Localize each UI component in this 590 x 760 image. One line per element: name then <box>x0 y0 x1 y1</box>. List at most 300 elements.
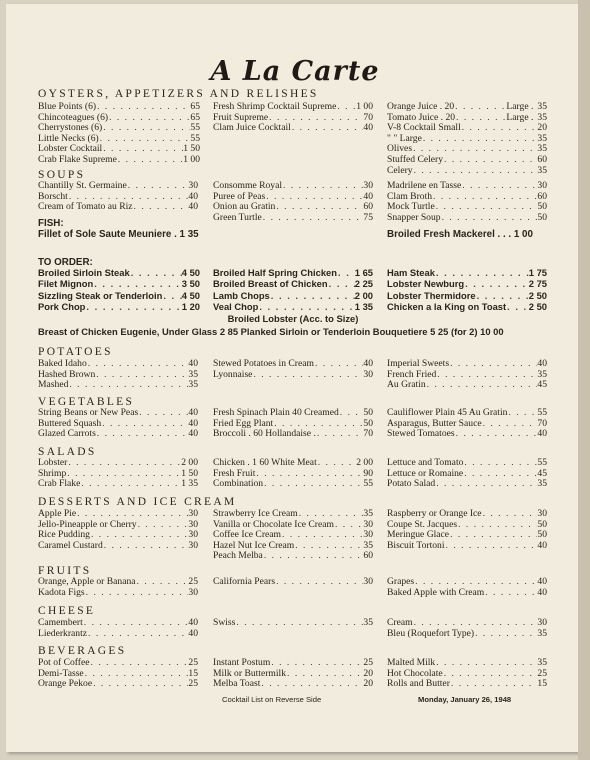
dot-leader <box>435 658 537 669</box>
dot-leader <box>457 520 537 531</box>
menu-item <box>38 102 200 113</box>
dot-leader <box>463 469 537 480</box>
dot-leader <box>506 302 529 313</box>
menu-item-name: Mock Turtle <box>387 201 435 213</box>
cheese-col-1 <box>38 618 198 639</box>
dot-leader <box>85 302 181 313</box>
menu-item-price: 40 <box>363 358 373 369</box>
dot-leader <box>507 408 537 419</box>
menu-item <box>38 202 198 213</box>
menu-item-name: Rice Pudding <box>38 529 90 541</box>
menu-item-name: Potato Salad <box>387 478 436 490</box>
section-heading-beverages: BEVERAGES <box>38 645 127 657</box>
dot-leader <box>127 181 189 192</box>
menu-item-price: 1 20 <box>181 301 200 313</box>
menu-item-name: Veal Chop <box>213 301 259 313</box>
menu-item-price: 2 50 <box>528 289 547 301</box>
menu-item-name: Lobster Cocktail <box>38 143 103 155</box>
menu-item <box>387 302 547 313</box>
menu-item-price: 40 <box>188 428 198 440</box>
menu-item-price: 40 <box>363 122 373 134</box>
dot-leader <box>270 291 355 302</box>
menu-item <box>38 679 198 690</box>
menu-item <box>38 458 198 469</box>
menu-item-name: Raspberry or Orange Ice <box>387 508 482 519</box>
menu-item-price: 30 <box>537 180 547 191</box>
menu-item-price: 35 <box>537 101 547 112</box>
menu-item <box>38 181 198 192</box>
menu-item-name: Ham Steak <box>387 267 435 278</box>
menu-item-name: String Beans or New Peas <box>38 407 139 418</box>
dot-leader <box>162 291 181 302</box>
menu-item-price: 2 75 <box>528 278 547 290</box>
cheese-col-3 <box>387 618 547 639</box>
menu-item-name: Instant Postum <box>213 657 271 668</box>
menu-item <box>387 408 547 419</box>
dot-leader <box>84 669 189 680</box>
dot-leader <box>130 268 182 279</box>
menu-item-name: Celery <box>387 164 413 176</box>
dot-leader <box>103 541 189 552</box>
menu-item-name: Borscht <box>38 190 68 202</box>
menu-item-name: Coupe St. Jacques <box>387 518 458 530</box>
menu-item <box>213 479 373 490</box>
menu-item-price: 40 <box>537 586 547 598</box>
dot-leader <box>263 479 363 490</box>
menu-item-price: 35 <box>537 143 547 155</box>
section-heading-salads: SALADS <box>38 446 97 458</box>
menu-item-name: Fresh Shrimp Cocktail Supreme <box>213 101 337 112</box>
specials-line: Breast of Chicken Eugenie, Under Glass 2 85 Planked Sirloin or Tenderloin Bouquetiere 5 25 (for 2) 10 00 <box>38 326 504 337</box>
dot-leader <box>255 469 363 480</box>
menu-item-name: Broiled Half Spring Chicken <box>213 267 337 278</box>
menu-item-name: Baked Apple with Cream <box>387 586 485 598</box>
menu-item-price: 30 <box>363 180 373 191</box>
menu-item-price: 35 <box>537 368 547 380</box>
menu-item-price: 55 <box>363 478 373 490</box>
menu-item-price: 30 <box>188 539 198 551</box>
section-heading-soups: SOUPS <box>38 169 86 181</box>
menu-item-name: Biscuit Tortoni <box>387 539 445 551</box>
vegetables-col-2 <box>213 408 373 440</box>
menu-item-name: Crab Flake <box>38 478 81 490</box>
menu-item-price: 75 <box>363 211 373 223</box>
dot-leader <box>450 679 538 690</box>
menu-item-name: Lamb Chops <box>213 289 270 301</box>
menu-item-name: Lyonnaise <box>213 368 253 380</box>
to-order-col-2 <box>213 268 373 314</box>
menu-item <box>38 629 198 640</box>
dot-leader <box>337 268 355 279</box>
menu-item-price: 60 <box>363 201 373 213</box>
menu-item-name: Combination <box>213 478 264 490</box>
dot-leader <box>92 679 188 690</box>
menu-item-price: 40 <box>188 627 198 639</box>
menu-item-price: 40 <box>537 539 547 551</box>
dot-leader <box>117 155 183 166</box>
menu-item <box>213 577 373 588</box>
menu-item-price: 35 <box>537 111 547 123</box>
dot-leader <box>83 618 189 629</box>
salads-col-1 <box>38 458 198 490</box>
menu-item-price: 60 <box>537 190 547 202</box>
dot-leader <box>334 520 363 531</box>
menu-item-price: 40 <box>537 358 547 369</box>
menu-item-name: Bleu (Roquefort Type) <box>387 627 475 639</box>
menu-item-name: Consomme Royal <box>213 180 283 191</box>
dot-leader <box>87 629 188 640</box>
dot-leader <box>298 509 364 520</box>
section-heading-oysters: OYSTERS, APPETIZERS AND RELISHES <box>38 88 319 100</box>
menu-item <box>213 102 373 113</box>
dot-leader <box>67 458 181 469</box>
menu-item-name: Asparagus, Butter Sauce <box>387 417 482 429</box>
menu-item <box>38 302 200 313</box>
dot-leader <box>339 408 364 419</box>
dot-leader <box>235 618 363 629</box>
menu-item-name: Cherrystones (6) <box>38 122 103 134</box>
menu-item-price: 35 <box>188 379 198 391</box>
dot-leader <box>68 380 188 391</box>
menu-item-name: Madrilene en Tasse <box>387 180 462 191</box>
menu-item <box>387 380 547 391</box>
menu-item <box>38 429 198 440</box>
menu-item-price: 1 35 <box>181 478 198 490</box>
menu-item-name: Swiss <box>213 617 236 628</box>
menu-item-price: 30 <box>188 508 198 519</box>
dot-leader <box>435 479 537 490</box>
dot-leader <box>137 520 189 531</box>
menu-item-price: 65 <box>190 101 200 112</box>
menu-item <box>213 213 373 224</box>
menu-item-price: 60 <box>363 550 373 562</box>
dot-leader <box>66 469 181 480</box>
menu-item-name: Broccoli . 60 Hollandaise . <box>213 428 316 440</box>
lobster-note: Broiled Lobster (Acc. to Size) <box>227 313 359 324</box>
menu-item-price: 35 <box>363 617 373 628</box>
menu-item-price: 30 <box>188 529 198 541</box>
menu-item-name: Pork Chop <box>38 301 86 313</box>
to-order-col-3 <box>387 268 547 314</box>
potatoes-col-3 <box>387 359 547 391</box>
menu-item-price: 2 00 <box>181 457 198 468</box>
dot-leader <box>445 541 538 552</box>
menu-item-name: Imperial Sweets <box>387 358 450 369</box>
menu-item-price: 50 <box>537 211 547 223</box>
menu-item-name: Shrimp <box>38 467 67 479</box>
fruits-col-2 <box>213 577 373 588</box>
menu-item-price: 30 <box>188 180 198 191</box>
dot-leader <box>414 577 537 588</box>
menu-item-price: 2 00 <box>356 457 373 468</box>
menu-item-price: 45 <box>537 467 547 479</box>
menu-item-price: 2 25 <box>354 278 373 290</box>
menu-item-price: 70 <box>363 111 373 123</box>
menu-item-price: 15 <box>188 667 198 679</box>
menu-item-price: 40 <box>188 190 198 202</box>
menu-item-name: Baked Idaho <box>38 358 87 369</box>
menu-item <box>387 509 547 520</box>
menu-item-price: 1 50 <box>181 467 198 479</box>
menu-item-name: Strawberry Ice Cream <box>213 508 298 519</box>
dot-leader <box>449 530 537 541</box>
dot-leader <box>286 669 363 680</box>
fruits-col-3 <box>387 577 547 598</box>
dot-leader <box>133 202 189 213</box>
menu-item <box>38 479 198 490</box>
dot-leader <box>316 429 364 440</box>
menu-item-price: 50 <box>537 518 547 530</box>
menu-item <box>213 618 373 629</box>
menu-item-price: 3 50 <box>181 278 200 290</box>
dot-leader <box>96 102 190 113</box>
menu-item <box>387 541 547 552</box>
dot-leader <box>317 458 356 469</box>
dot-leader <box>328 279 355 290</box>
menu-item-price: 70 <box>363 428 373 440</box>
menu-item-price: 40 <box>537 576 547 587</box>
menu-item <box>387 102 547 113</box>
desserts-col-3 <box>387 509 547 551</box>
menu-item-price: 30 <box>188 518 198 530</box>
menu-item-price: 35 <box>363 508 373 519</box>
menu-item-name: Olives <box>387 143 413 155</box>
menu-item-name: Chicken a la King on Toast <box>387 301 507 313</box>
menu-item-price: 35 <box>537 627 547 639</box>
menu-item-name: Pot of Coffee <box>38 657 90 668</box>
menu-item-price: 35 <box>537 164 547 176</box>
menu-item <box>38 658 198 669</box>
dot-leader <box>260 679 363 690</box>
menu-item-price: 1 00 <box>183 153 200 165</box>
menu-item-price: 4 50 <box>181 289 200 301</box>
menu-item-price: 35 <box>537 657 547 668</box>
menu-item <box>213 181 373 192</box>
dot-leader <box>436 370 537 381</box>
menu-item <box>213 408 373 419</box>
menu-item-name: Milk or Buttermilk <box>213 667 287 679</box>
dot-leader <box>102 123 190 134</box>
menu-item-size: Large . <box>506 101 534 112</box>
menu-item-name: Broiled Sirloin Steak <box>38 267 130 278</box>
dot-leader <box>413 618 538 629</box>
menu-item <box>213 458 373 469</box>
menu-item <box>387 679 547 690</box>
soups-col-1 <box>38 181 198 213</box>
menu-item-price: 40 <box>188 417 198 429</box>
menu-item-price: 60 <box>537 153 547 165</box>
menu-item-name: Vanilla or Chocolate Ice Cream <box>213 518 334 530</box>
dot-leader <box>90 658 189 669</box>
menu-item-price: 55 <box>190 132 200 144</box>
menu-item-price: 55 <box>537 407 547 418</box>
menu-item-name: Rolls and Butter <box>387 678 450 690</box>
menu-item-price: 25 <box>188 576 198 587</box>
menu-item <box>387 629 547 640</box>
menu-item <box>387 588 547 599</box>
menu-item <box>38 155 200 166</box>
menu-item-price: 35 <box>188 368 198 380</box>
beverages-col-1 <box>38 658 198 690</box>
dot-leader <box>426 380 538 391</box>
menu-item <box>38 509 198 520</box>
menu-item-price: 4 50 <box>181 267 200 278</box>
dot-leader <box>275 202 363 213</box>
menu-item <box>387 155 547 166</box>
menu-item-name: French Fried <box>387 368 437 380</box>
menu-item-name: Stuffed Celery <box>387 153 444 165</box>
menu-item-name: Grapes <box>387 576 415 587</box>
menu-item <box>213 429 373 440</box>
menu-item-price: 50 <box>537 201 547 213</box>
menu-item <box>38 588 198 599</box>
menu-item-name: Kadota Figs <box>38 586 85 598</box>
dot-leader <box>95 370 188 381</box>
menu-item-price: 30 <box>537 508 547 519</box>
beverages-col-2 <box>213 658 373 690</box>
salads-col-3 <box>387 458 547 490</box>
fruits-col-1 <box>38 577 198 598</box>
menu-item-name: Fried Egg Plant <box>213 417 274 429</box>
menu-item-price: 70 <box>537 417 547 429</box>
menu-item-price: 50 <box>537 529 547 541</box>
menu-item-price: 35 <box>537 478 547 490</box>
menu-item-price: 15 <box>537 678 547 690</box>
menu-item-price: 1 50 <box>183 143 200 155</box>
menu-item <box>213 658 373 669</box>
dot-leader <box>138 408 188 419</box>
dot-leader <box>484 588 537 599</box>
menu-item-name: Melba Toast <box>213 678 261 690</box>
menu-item-name: Stewed Potatoes in Cream <box>213 358 314 369</box>
menu-item-name: Buttered Squash <box>38 417 102 429</box>
menu-item-price: 25 <box>363 657 373 668</box>
dot-leader <box>432 192 537 203</box>
dot-leader <box>294 541 363 552</box>
cheese-col-2 <box>213 618 373 629</box>
dot-leader <box>96 429 189 440</box>
menu-item-price: 40 <box>537 428 547 440</box>
desserts-col-2 <box>213 509 373 562</box>
menu-item-price: 40 <box>188 617 198 628</box>
dot-leader <box>101 419 188 430</box>
menu-item-price: 30 <box>363 529 373 541</box>
menu-item-price: 1 75 <box>528 267 547 278</box>
menu-item-name: Lettuce and Tomato <box>387 457 464 468</box>
menu-item-name: Chicken . 1 60 White Meat <box>213 457 317 468</box>
oysters-col-1 <box>38 102 200 166</box>
menu-item-name: Liederkrantz <box>38 627 88 639</box>
menu-item-price: 90 <box>363 467 373 479</box>
menu-item-name: Stewed Tomatoes <box>387 428 455 440</box>
dot-leader <box>85 588 189 599</box>
menu-item-name: Peach Melba <box>213 550 263 562</box>
menu-item-price: 35 <box>537 132 547 144</box>
menu-item <box>387 618 547 629</box>
menu-item-name: Broiled Breast of Chicken <box>213 278 328 290</box>
dot-leader <box>314 359 363 370</box>
menu-item <box>38 618 198 629</box>
dot-leader <box>482 509 538 520</box>
dot-leader <box>291 123 364 134</box>
menu-item-size: Large . <box>506 111 534 123</box>
dot-leader <box>443 155 537 166</box>
dot-leader <box>262 213 364 224</box>
menu-item-name: Fresh Spinach Plain 40 Creamed <box>213 407 339 418</box>
menu-item-name: Hot Chocolate <box>387 667 443 679</box>
dot-leader <box>90 530 188 541</box>
menu-item-price: 50 <box>363 417 373 429</box>
dot-leader <box>99 134 191 145</box>
dot-leader <box>461 181 537 192</box>
menu-item <box>213 123 373 134</box>
menu-item <box>387 577 547 588</box>
dot-leader <box>435 202 538 213</box>
menu-item-price: 1 65 <box>354 267 373 278</box>
menu-item-name: Au Gratin <box>387 379 426 391</box>
menu-item <box>213 509 373 520</box>
dot-leader <box>455 429 538 440</box>
footer-cocktail-note: Cocktail List on Reverse Side <box>222 695 322 704</box>
menu-item-price: 55 <box>537 457 547 468</box>
desserts-col-1 <box>38 509 198 551</box>
menu-item-price: 25 <box>537 667 547 679</box>
dot-leader <box>422 134 538 145</box>
section-heading-cheese: CHEESE <box>38 605 96 617</box>
menu-item-price: 30 <box>188 586 198 598</box>
menu-item-name: Camembert <box>38 617 83 628</box>
menu-item-price: 55 <box>190 122 200 134</box>
dot-leader <box>336 102 356 113</box>
menu-item-name: Meringue Glace <box>387 529 450 541</box>
menu-item-name: Fruit Supreme <box>213 111 269 123</box>
oysters-col-2 <box>213 102 373 134</box>
menu-item-price: 40 <box>363 190 373 202</box>
menu-item <box>213 679 373 690</box>
menu-item-name: Hazel Nut Ice Cream <box>213 539 295 551</box>
menu-item-name: Orange, Apple or Banana <box>38 576 136 587</box>
dot-leader <box>443 669 538 680</box>
dot-leader <box>282 181 363 192</box>
menu-item <box>213 370 373 381</box>
menu-item-name: Chincoteagues (6) <box>38 111 109 123</box>
menu-item-name: Clam Broth <box>387 190 433 202</box>
menu-item-name: Caramel Custard <box>38 539 103 551</box>
section-heading-fruits: FRUITS <box>38 565 92 577</box>
menu-item-price: 65 <box>190 111 200 123</box>
menu-item-name: Jello-Pineapple or Cherry <box>38 518 137 530</box>
menu-item <box>387 213 547 224</box>
menu-item <box>213 302 373 313</box>
menu-item-name: Onion au Gratin <box>213 201 276 213</box>
menu-item-name: Demi-Tasse <box>38 667 84 679</box>
menu-item <box>387 658 547 669</box>
menu-item-name: Orange Juice . 20 <box>387 101 455 112</box>
menu-item-price: 30 <box>363 518 373 530</box>
menu-item-name: Tomato Juice . 20 <box>387 111 456 123</box>
dot-leader <box>258 302 354 313</box>
fish-item-sole: Fillet of Sole Saute Meuniere . 1 35 <box>38 229 199 240</box>
potatoes-col-1 <box>38 359 198 391</box>
page-edge <box>578 0 590 760</box>
dot-leader <box>252 370 363 381</box>
menu-item <box>38 541 198 552</box>
menu-item-name: " " Large <box>387 132 422 144</box>
menu-item-name: California Pears <box>213 576 276 587</box>
menu-item-price: 40 <box>188 407 198 418</box>
menu-item-name: Hashed Brown <box>38 368 96 380</box>
menu-item-name: Fresh Fruit <box>213 467 256 479</box>
